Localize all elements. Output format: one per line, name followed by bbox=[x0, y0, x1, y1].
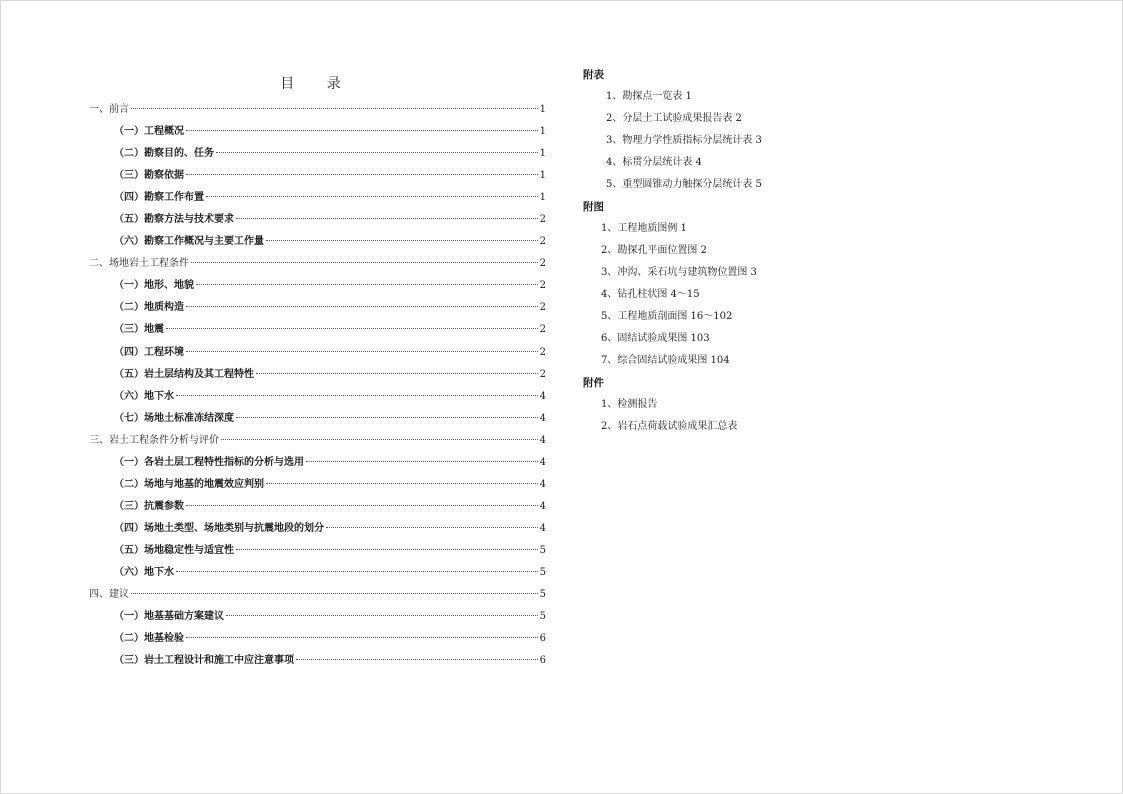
toc-leader-dots bbox=[186, 130, 538, 131]
toc-section-entry[interactable] bbox=[89, 319, 546, 341]
appendix-attachment-item[interactable]: 2、岩石点荷载试验成果汇总表 bbox=[601, 421, 738, 432]
toc-section-entry[interactable] bbox=[89, 562, 546, 584]
appendix-figure-item[interactable]: 3、冲沟、采石坑与建筑物位置图 3 bbox=[601, 267, 757, 278]
toc-leader-dots bbox=[236, 218, 538, 219]
toc-leader-dots bbox=[186, 637, 538, 638]
toc-entry-label: （五）场地稳定性与适宜性 bbox=[114, 544, 234, 556]
appendix-figure-item[interactable]: 5、工程地质剖面图 16～102 bbox=[601, 311, 733, 322]
toc-entry-label: （五）岩土层结构及其工程特性 bbox=[114, 368, 254, 380]
toc-leader-dots bbox=[236, 549, 538, 550]
toc-entry-label: 四、建议 bbox=[89, 589, 129, 601]
toc-leader-dots bbox=[236, 417, 538, 418]
toc-entry-page: 4 bbox=[539, 500, 546, 512]
appendix-figure-item[interactable]: 2、勘探孔平面位置图 2 bbox=[601, 245, 707, 256]
toc-entry-label: （二）勘察目的、任务 bbox=[114, 148, 214, 160]
toc-entry-page: 5 bbox=[539, 589, 546, 601]
toc-entry-page: 4 bbox=[539, 412, 546, 424]
toc-entry-label: 二、场地岩土工程条件 bbox=[89, 258, 189, 270]
toc-section-entry[interactable] bbox=[89, 165, 546, 187]
toc-entry-label: （一）工程概况 bbox=[114, 126, 184, 138]
toc-entry-label: （一）地形、地貌 bbox=[114, 280, 194, 292]
toc-entry-label: （六）地下水 bbox=[114, 566, 174, 578]
appendix-table-item[interactable]: 3、物理力学性质指标分层统计表 3 bbox=[606, 135, 762, 146]
appendix-table-item[interactable]: 1、勘探点一览表 1 bbox=[606, 91, 692, 102]
toc-entry-label: （二）地基检验 bbox=[114, 633, 184, 645]
toc-leader-dots bbox=[176, 571, 538, 572]
appendix-column bbox=[583, 64, 883, 438]
appendix-table-item[interactable]: 2、分层土工试验成果报告表 2 bbox=[606, 113, 742, 124]
toc-section-entry[interactable] bbox=[89, 386, 546, 408]
toc-entry-page: 2 bbox=[539, 302, 546, 314]
toc-entry-page: 5 bbox=[539, 611, 546, 623]
toc-entry-label: （五）勘察方法与技术要求 bbox=[114, 214, 234, 226]
toc-leader-dots bbox=[266, 483, 538, 484]
toc-section-entry[interactable] bbox=[89, 297, 546, 319]
toc-section-entry[interactable] bbox=[89, 650, 546, 672]
toc-section-entry[interactable] bbox=[89, 628, 546, 650]
toc-leader-dots bbox=[186, 351, 538, 352]
toc-entry-page: 1 bbox=[539, 170, 546, 182]
appendix-tables-heading: 附表 bbox=[583, 69, 604, 81]
toc-leader-dots bbox=[131, 108, 538, 109]
toc-entry-page: 4 bbox=[539, 456, 546, 468]
toc-leader-dots bbox=[256, 373, 538, 374]
appendix-figures-list bbox=[583, 218, 883, 372]
toc-entry-page: 5 bbox=[539, 566, 546, 578]
toc-entry-page: 1 bbox=[539, 192, 546, 204]
toc-leader-dots bbox=[176, 395, 538, 396]
toc-leader-dots bbox=[226, 615, 538, 616]
toc-entry-page: 1 bbox=[539, 126, 546, 138]
toc-section-entry[interactable] bbox=[89, 496, 546, 518]
toc-section-entry[interactable] bbox=[89, 518, 546, 540]
toc-leader-dots bbox=[186, 505, 538, 506]
toc-entry-page: 2 bbox=[539, 258, 546, 270]
toc-chapter-entry[interactable] bbox=[89, 99, 546, 121]
toc-entry-page: 6 bbox=[539, 655, 546, 667]
toc-leader-dots bbox=[306, 461, 538, 462]
toc-leader-dots bbox=[186, 306, 538, 307]
toc-entry-label: （三）地震 bbox=[114, 324, 164, 336]
toc-section-entry[interactable] bbox=[89, 474, 546, 496]
toc-entry-label: （三）勘察依据 bbox=[114, 170, 184, 182]
toc-section-entry[interactable] bbox=[89, 342, 546, 364]
toc-entry-label: （一）各岩土层工程特性指标的分析与选用 bbox=[114, 456, 304, 468]
toc-entry-page: 2 bbox=[539, 368, 546, 380]
toc-section-entry[interactable] bbox=[89, 540, 546, 562]
toc-leader-dots bbox=[206, 196, 538, 197]
appendix-figure-item[interactable]: 4、钻孔柱状图 4～15 bbox=[601, 289, 700, 300]
appendix-figure-item[interactable]: 7、综合固结试验成果图 104 bbox=[601, 355, 730, 366]
toc-section-entry[interactable] bbox=[89, 364, 546, 386]
toc-entry-page: 2 bbox=[539, 236, 546, 248]
toc-leader-dots bbox=[191, 262, 538, 263]
appendix-figures-heading: 附图 bbox=[583, 201, 604, 213]
toc-chapter-entry[interactable] bbox=[89, 430, 546, 452]
toc-section-entry[interactable] bbox=[89, 231, 546, 253]
toc-leader-dots bbox=[266, 240, 538, 241]
toc-entry-label: （三）岩土工程设计和施工中应注意事项 bbox=[114, 655, 294, 667]
toc-entry-page: 2 bbox=[539, 280, 546, 292]
toc-entry-page: 2 bbox=[539, 324, 546, 336]
toc-entry-page: 2 bbox=[539, 346, 546, 358]
toc-section-entry[interactable] bbox=[89, 143, 546, 165]
toc-entry-page: 1 bbox=[539, 104, 546, 115]
appendix-tables-list bbox=[583, 86, 883, 196]
toc-leader-dots bbox=[196, 284, 538, 285]
toc-entry-label: （六）地下水 bbox=[114, 390, 174, 402]
toc-entry-label: （三）抗震参数 bbox=[114, 500, 184, 512]
appendix-table-item[interactable]: 5、重型圆锥动力触探分层统计表 5 bbox=[606, 179, 762, 190]
appendix-attachments-heading: 附件 bbox=[583, 377, 604, 389]
toc-leader-dots bbox=[166, 328, 538, 329]
toc-entry-label: （二）地质构造 bbox=[114, 302, 184, 314]
appendix-attachments-list bbox=[583, 394, 883, 438]
toc-entry-page: 1 bbox=[539, 148, 546, 160]
toc-entry-label: 一、前言 bbox=[89, 104, 129, 115]
toc-leader-dots bbox=[326, 527, 538, 528]
toc-section-entry[interactable] bbox=[89, 209, 546, 231]
appendix-figure-item[interactable]: 1、工程地质图例 1 bbox=[601, 223, 687, 234]
toc-entry-page: 4 bbox=[539, 390, 546, 402]
toc-leader-dots bbox=[221, 439, 538, 440]
toc-entry-label: （七）场地土标准冻结深度 bbox=[114, 412, 234, 424]
toc-section-entry[interactable] bbox=[89, 452, 546, 474]
toc-leader-dots bbox=[131, 593, 538, 594]
toc-entry-page: 4 bbox=[539, 522, 546, 534]
toc-section-entry[interactable] bbox=[89, 408, 546, 430]
toc-entry-page: 2 bbox=[539, 214, 546, 226]
toc-entry-label: （二）场地与地基的地震效应判别 bbox=[114, 478, 264, 490]
toc-entry-page: 4 bbox=[539, 434, 546, 446]
toc-entry-label: （四）场地土类型、场地类别与抗震地段的划分 bbox=[114, 522, 324, 534]
toc-leader-dots bbox=[296, 659, 538, 660]
toc-section-entry[interactable] bbox=[89, 275, 546, 297]
toc-entry-label: （四）工程环境 bbox=[114, 346, 184, 358]
toc-entry-page: 5 bbox=[539, 544, 546, 556]
toc-section-entry[interactable] bbox=[89, 187, 546, 209]
toc-entry-label: （一）地基基础方案建议 bbox=[114, 611, 224, 623]
toc-entry-label: （四）勘察工作布置 bbox=[114, 192, 204, 204]
appendix-figure-item[interactable]: 6、固结试验成果图 103 bbox=[601, 333, 710, 344]
toc-entry-page: 6 bbox=[539, 633, 546, 645]
toc-leader-dots bbox=[216, 152, 538, 153]
toc-chapter-entry[interactable] bbox=[89, 584, 546, 606]
toc-section-entry[interactable] bbox=[89, 121, 546, 143]
toc-chapter-entry[interactable] bbox=[89, 253, 546, 275]
appendix-table-item[interactable]: 4、标贯分层统计表 4 bbox=[606, 157, 702, 168]
toc-title: 目 录 bbox=[280, 76, 355, 92]
toc-list bbox=[89, 99, 546, 672]
toc-leader-dots bbox=[186, 174, 538, 175]
toc-entry-label: 三、岩土工程条件分析与评价 bbox=[89, 434, 219, 446]
toc-entry-page: 4 bbox=[539, 478, 546, 490]
toc-section-entry[interactable] bbox=[89, 606, 546, 628]
appendix-attachment-item[interactable]: 1、检测报告 bbox=[601, 399, 658, 410]
toc-entry-label: （六）勘察工作概况与主要工作量 bbox=[114, 236, 264, 248]
